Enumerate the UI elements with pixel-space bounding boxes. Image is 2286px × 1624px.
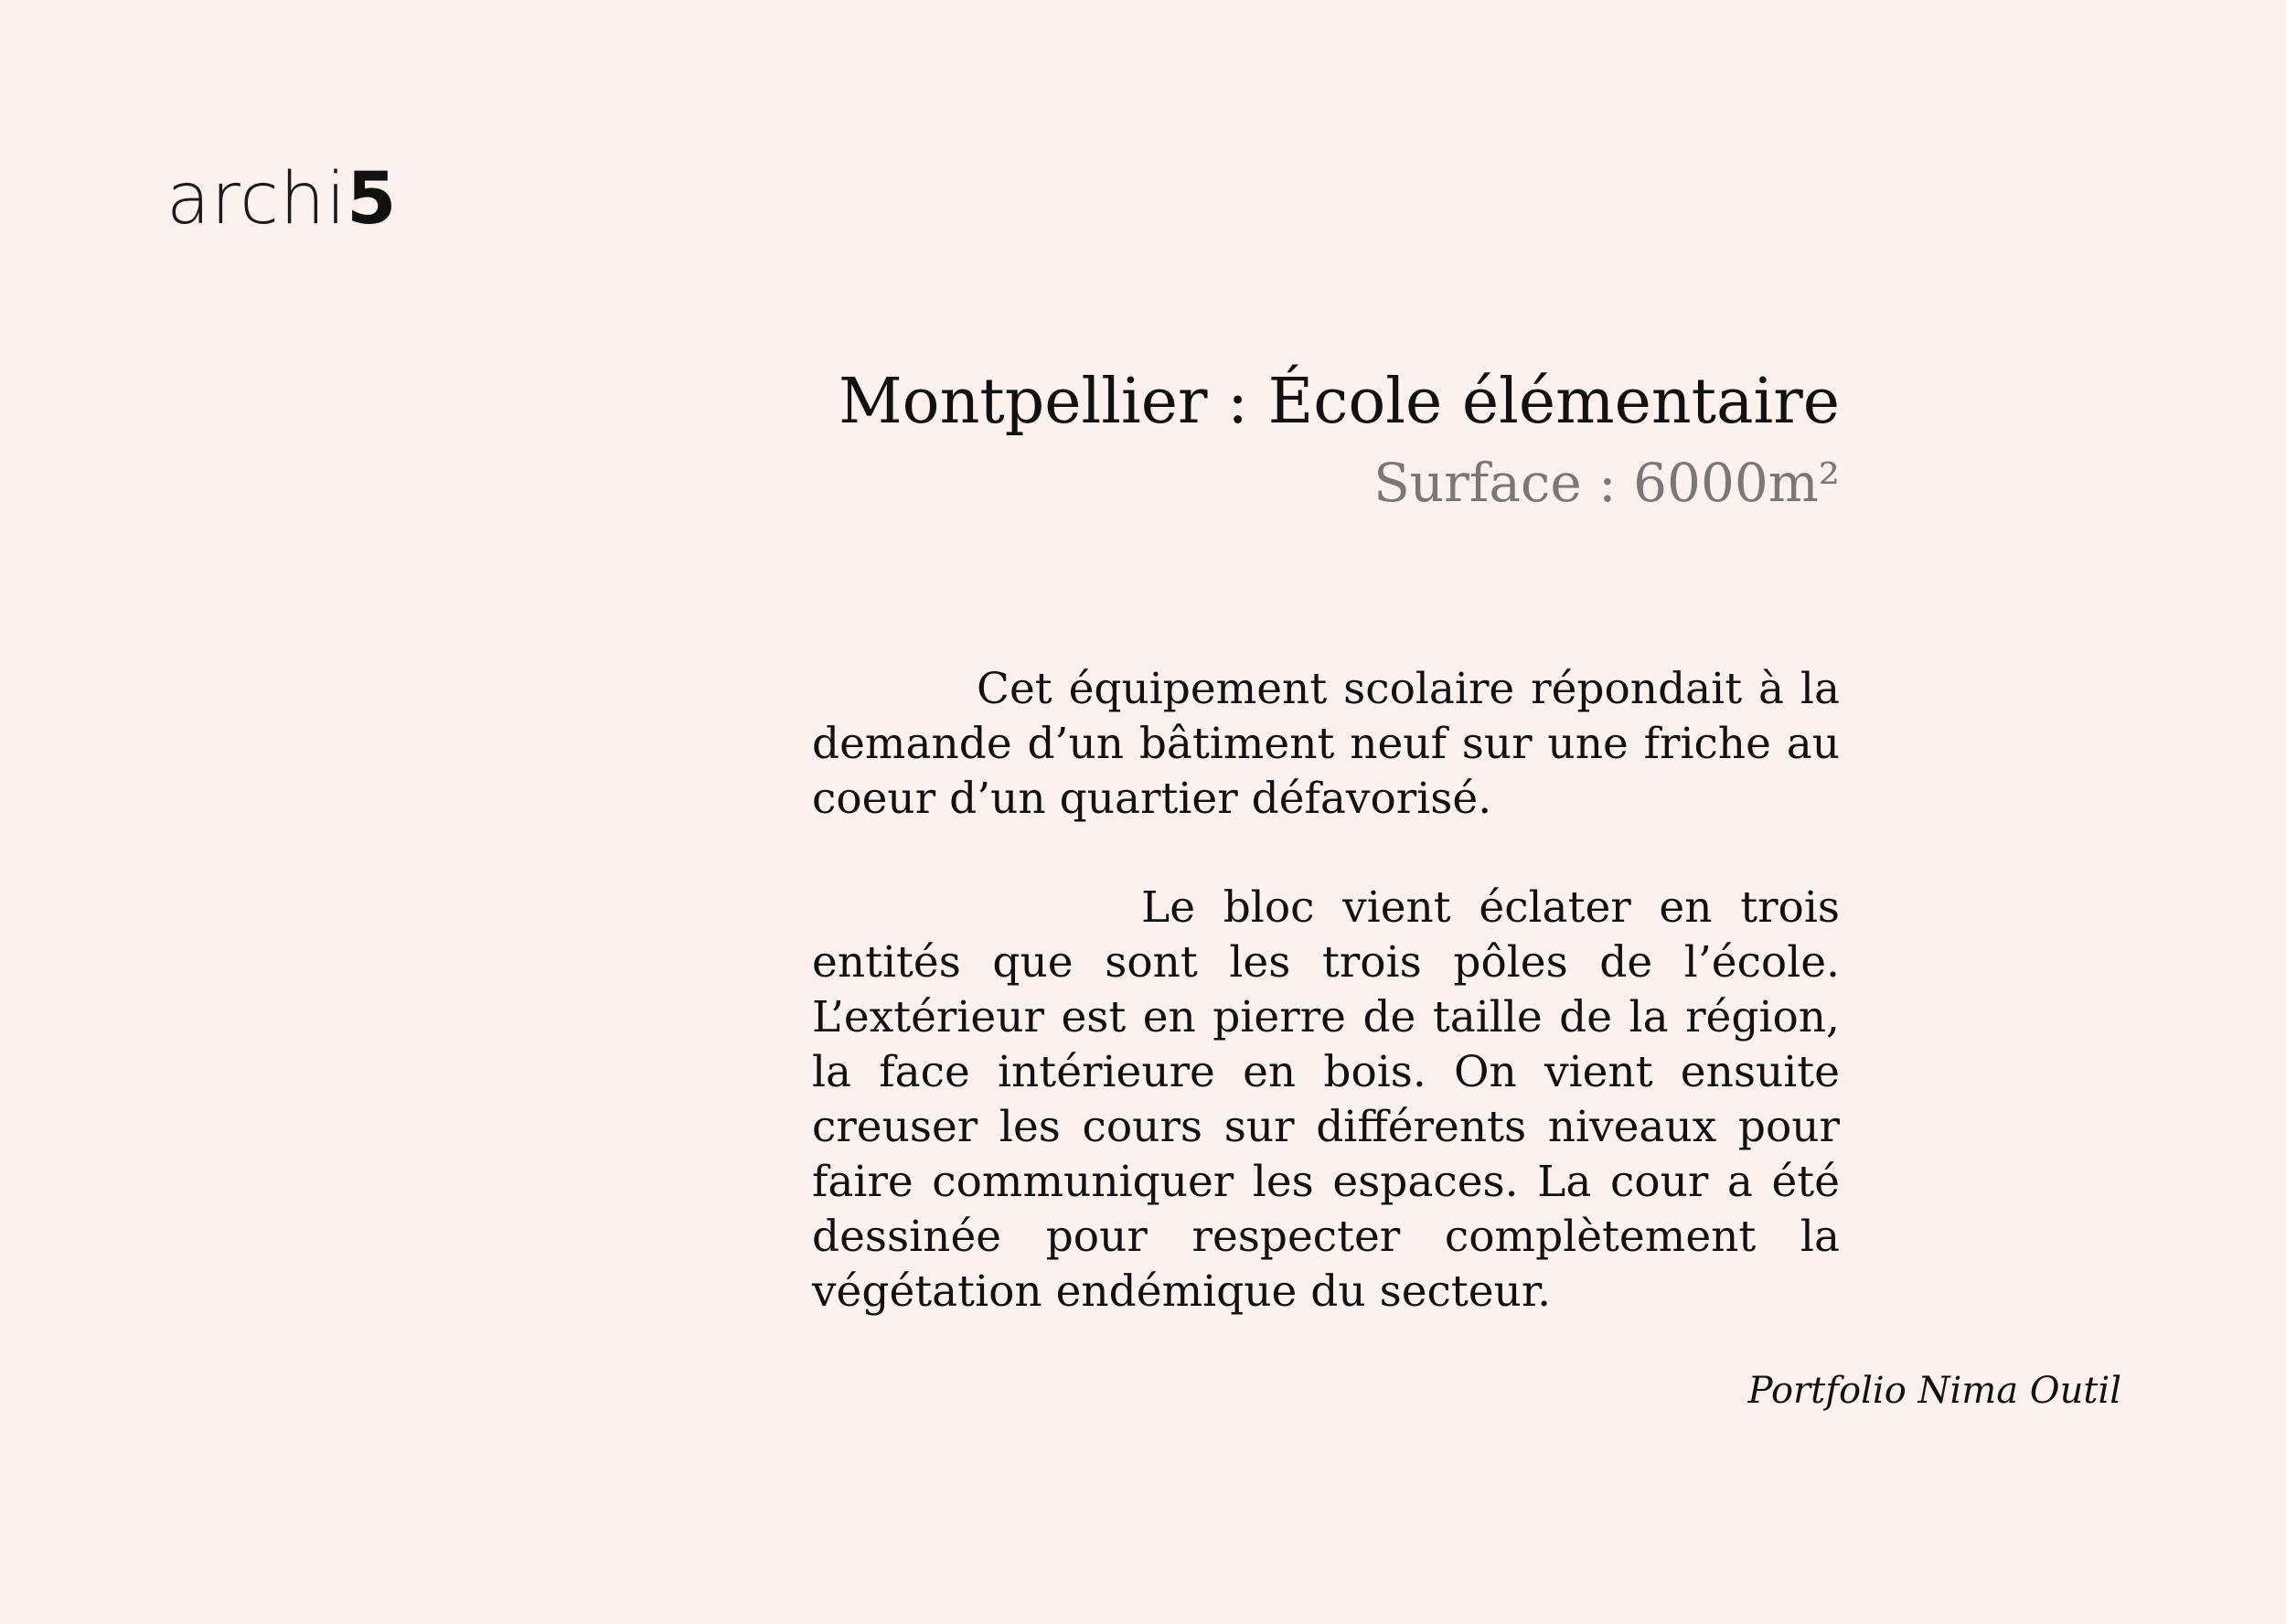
title-block: [839, 364, 1840, 516]
page-title: Montpellier : École élémentaire: [839, 366, 1840, 438]
description-paragraph-2: Le bloc vient éclater en trois entités que sont les trois pôles de l’école. L’extérieur est en pierre de taille de la région, la face intérieure en bois. On vient ensuite creuser les cours sur différents niveaux pour faire communiquer les espaces. La cour a été dessinée pour respecter complètement la végétation endémique du secteur.: [812, 882, 1840, 1317]
brand-logo: [166, 154, 397, 245]
page-subtitle: Surface : 6000m²: [1373, 452, 1840, 514]
logo-number: 5: [347, 158, 398, 240]
logo-word: archi: [166, 158, 347, 240]
description-paragraph-1: Cet équipement scolaire répondait à la demande d’un bâtiment neuf sur une friche au coeur d’un quartier défavorisé.: [812, 664, 1840, 824]
footer-credit: Portfolio Nima Outil: [1747, 1370, 2121, 1412]
